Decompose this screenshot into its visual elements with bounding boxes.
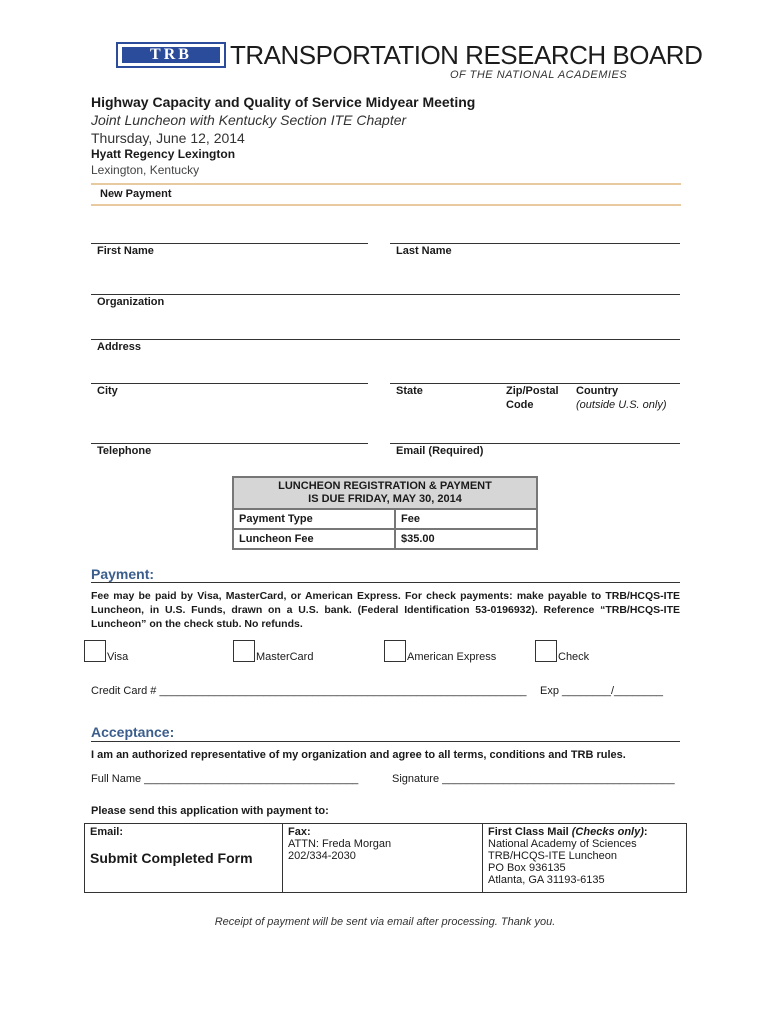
visa-label: Visa [107,651,129,663]
country-note: (outside U.S. only) [576,399,667,411]
trb-logo-acronym: TRB [122,47,220,63]
acceptance-title: Acceptance: [91,724,175,740]
new-payment-label: New Payment [100,188,172,200]
submit-form-button[interactable]: Submit Completed Form [90,850,253,866]
fee-table [232,476,538,550]
first-name-label: First Name [97,245,154,257]
full-name-field[interactable]: Full Name ___________________________________ [91,773,359,785]
org-name: TRANSPORTATION RESEARCH BOARD [230,40,703,70]
divider [91,741,680,742]
email-label: Email (Required) [396,445,484,457]
trb-logo [116,42,226,68]
send-mail-colon: : [643,826,648,838]
divider [91,183,681,185]
amex-label: American Express [407,651,497,663]
address-label: Address [97,341,142,353]
send-fax-label: Fax: [288,826,311,838]
send-instruction: Please send this application with payment to: [91,805,329,817]
email-field[interactable] [390,443,680,444]
mastercard-label: MasterCard [256,651,314,663]
divider [91,204,681,206]
send-fax-cell [283,824,483,893]
first-name-field[interactable] [91,243,368,244]
zip-label-line2: Code [506,399,534,411]
event-city: Lexington, Kentucky [91,163,200,177]
fee-col-payment-type: Payment Type [233,509,395,529]
mail-line: TRB/HCQS-ITE Luncheon [488,850,617,862]
check-checkbox[interactable] [535,640,557,662]
event-date: Thursday, June 12, 2014 [91,130,245,146]
country-label: Country [576,385,619,397]
payment-instructions: Fee may be paid by Visa, MasterCard, or American Express. For check payments: make payable to TRB/HCQS-ITE Luncheon, in U.S. Funds, drawn on a U.S. bank. (Federal Identification 53-0196932). Reference “TRB/HCQS-ITE Luncheon” on the check stub. No refunds. [91,590,680,630]
footer-note: Receipt of payment will be sent via email after processing. Thank you. [214,916,556,928]
city-label: City [97,385,118,397]
send-mail-note: (Checks only) [571,826,644,838]
zip-label: Zip/Postal [506,385,559,397]
mail-line: National Academy of Sciences [488,838,637,850]
fee-table-heading [233,477,537,509]
mail-line: PO Box 936135 [488,862,566,874]
org-subtitle: OF THE NATIONAL ACADEMIES [450,69,628,81]
send-mail-cell [483,824,687,893]
city-field[interactable] [91,383,368,384]
signature-field[interactable]: Signature ______________________________________ [392,773,675,785]
fax-attn: ATTN: Freda Morgan [288,838,392,850]
last-name-label: Last Name [396,245,452,257]
state-zip-country-field[interactable] [390,383,680,384]
payment-title: Payment: [91,566,155,582]
address-field[interactable] [91,339,680,340]
send-email-cell [85,824,283,893]
divider [91,582,680,583]
telephone-field[interactable] [91,443,368,444]
amex-checkbox[interactable] [384,640,406,662]
mastercard-checkbox[interactable] [233,640,255,662]
event-title: Highway Capacity and Quality of Service Midyear Meeting [91,94,476,110]
fee-row-type: Luncheon Fee [233,529,395,549]
send-table [84,823,687,893]
fee-heading-line2: IS DUE FRIDAY, MAY 30, 2014 [308,493,462,505]
fee-row-amount: $35.00 [395,529,537,549]
fee-col-fee: Fee [395,509,537,529]
telephone-label: Telephone [97,445,152,457]
send-email-label: Email: [90,826,124,838]
event-subtitle: Joint Luncheon with Kentucky Section ITE Chapter [91,112,407,128]
acceptance-statement: I am an authorized representative of my organization and agree to all terms, conditions and TRB rules. [91,749,626,761]
last-name-field[interactable] [390,243,680,244]
mail-line: Atlanta, GA 31193-6135 [488,874,605,886]
organization-label: Organization [97,296,165,308]
fax-number: 202/334-2030 [288,850,356,862]
state-label: State [396,385,423,397]
expiration-field[interactable]: Exp ________/________ [540,685,663,697]
check-label: Check [558,651,590,663]
fee-heading-line1: LUNCHEON REGISTRATION & PAYMENT [278,480,492,492]
send-mail-label: First Class Mail [488,826,569,838]
event-venue: Hyatt Regency Lexington [91,147,236,161]
credit-card-field[interactable]: Credit Card # ____________________________________________________________ [91,685,527,697]
visa-checkbox[interactable] [84,640,106,662]
organization-field[interactable] [91,294,680,295]
